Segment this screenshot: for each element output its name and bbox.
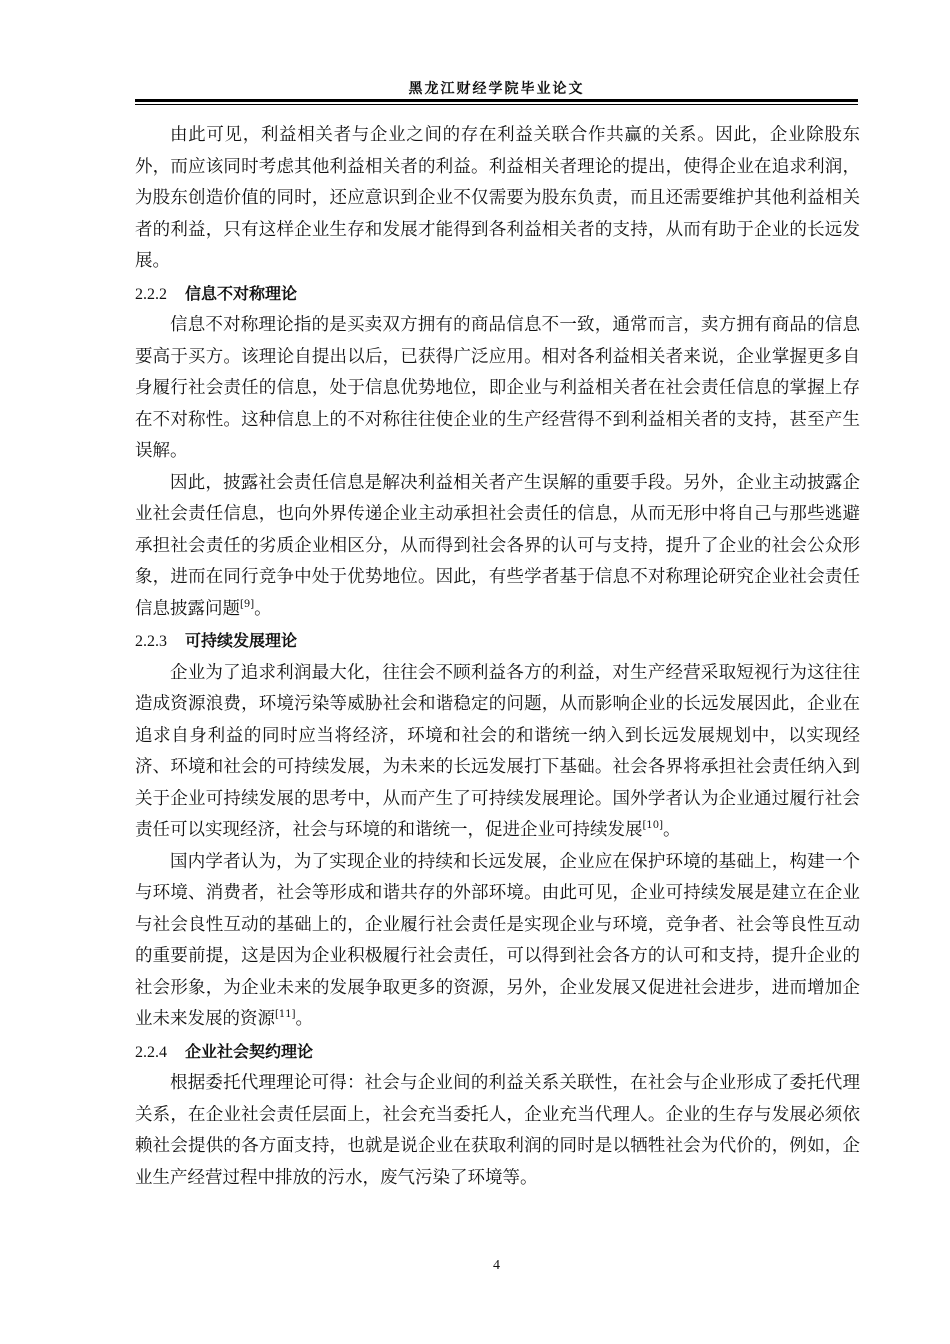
citation-ref[interactable]: [10] xyxy=(642,820,664,832)
page-number: 4 xyxy=(493,1258,500,1273)
citation-ref[interactable]: [11] xyxy=(275,1009,296,1021)
paragraph xyxy=(135,658,860,847)
section-title: 企业社会契约理论 xyxy=(185,1041,314,1061)
paragraph-end: 。 xyxy=(663,820,681,840)
paragraph xyxy=(135,847,860,1036)
section-heading-2-2-2 xyxy=(135,278,860,311)
document-body xyxy=(135,120,860,1194)
paragraph-end: 。 xyxy=(254,598,272,619)
section-title: 信息不对称理论 xyxy=(185,283,298,303)
paragraph-text: 企业为了追求利润最大化，往往会不顾利益各方的利益，对生产经营采取短视行为这往往造成资源浪费，环境污染等威胁社会和谐稳定的问题，从而影响企业的长远发展因此，企业在追求自身利益的同时应当将经济，环境和社会的和谐统一纳入到长远发展规划中，以实现经济、环境和社会的可持续发展，为未来的长远发展打下基础。社会各界将承担社会责任纳入到关于企业可持续发展的思考中，从而产生了可持续发展理论。国外学者认为企业通过履行社会责任可以实现经济，社会与环境的和谐统一，促进企业可持续发展 xyxy=(135,662,860,840)
section-number: 2.2.2 xyxy=(135,285,167,303)
paragraph: 根据委托代理理论可得：社会与企业间的利益关系关联性，在社会与企业形成了委托代理关系，在企业社会责任层面上，社会充当委托人，企业充当代理人。企业的生存与发展必须依赖社会提供的各方面支持，也就是说企业在获取利润的同时是以牺牲社会为代价的，例如，企业生产经营过程中排放的污水，废气污染了环境等。 xyxy=(135,1073,860,1188)
page-header-title: 黑龙江财经学院毕业论文 xyxy=(408,81,585,97)
section-number: 2.2.3 xyxy=(135,633,167,650)
header-rule-thin xyxy=(135,104,858,105)
section-heading-2-2-3 xyxy=(135,625,860,658)
paragraph: 由此可见，利益相关者与企业之间的存在利益关联合作共赢的关系。因此，企业除股东外，而应该同时考虑其他利益相关者的利益。利益相关者理论的提出，使得企业在追求利润，为股东创造价值的同时，还应意识到企业不仅需要为股东负责，而且还需要维护其他利益相关者的利益，只有这样企业生存和发展才能得到各利益相关者的支持，从而有助于企业的长远发展。 xyxy=(135,125,860,271)
paragraph-text: 因此，披露社会责任信息是解决利益相关者产生误解的重要手段。另外，企业主动披露企业社会责任信息，也向外界传递企业主动承担社会责任的信息，从而无形中将自己与那些逃避承担社会责任的劣质企业相区分，从而得到社会各界的认可与支持，提升了企业的社会公众形象，进而在同行竞争中处于优势地位。因此，有些学者基于信息不对称理论研究企业社会责任信息披露问题 xyxy=(135,472,860,619)
section-number: 2.2.4 xyxy=(135,1043,167,1061)
paragraph: 信息不对称理论指的是买卖双方拥有的商品信息不一致，通常而言，卖方拥有商品的信息要高于买方。该理论自提出以后，已获得广泛应用。相对各利益相关者来说，企业掌握更多自身履行社会责任的信息，处于信息优势地位，即企业与利益相关者在社会责任信息的掌握上存在不对称性。这种信息上的不对称往往使企业的生产经营得不到利益相关者的支持，甚至产生误解。 xyxy=(135,315,860,461)
section-heading-2-2-4 xyxy=(135,1036,860,1069)
paragraph-end: 。 xyxy=(295,1009,314,1029)
paragraph-text: 国内学者认为，为了实现企业的持续和长远发展，企业应在保护环境的基础上，构建一个与环境、消费者，社会等形成和谐共存的外部环境。由此可见，企业可持续发展是建立在企业与社会良性互动的基础上的，企业履行社会责任是实现企业与环境，竞争者、社会等良性互动的重要前提，这是因为企业积极履行社会责任，可以得到社会各方的认可和支持，提升企业的社会形象，为企业未来的发展争取更多的资源，另外，企业发展又促进社会进步，进而增加企业未来发展的资源 xyxy=(135,851,860,1029)
header-rule-thick xyxy=(135,99,858,102)
paragraph xyxy=(135,468,860,626)
section-title: 可持续发展理论 xyxy=(185,631,298,650)
citation-ref[interactable]: [9] xyxy=(240,598,255,610)
